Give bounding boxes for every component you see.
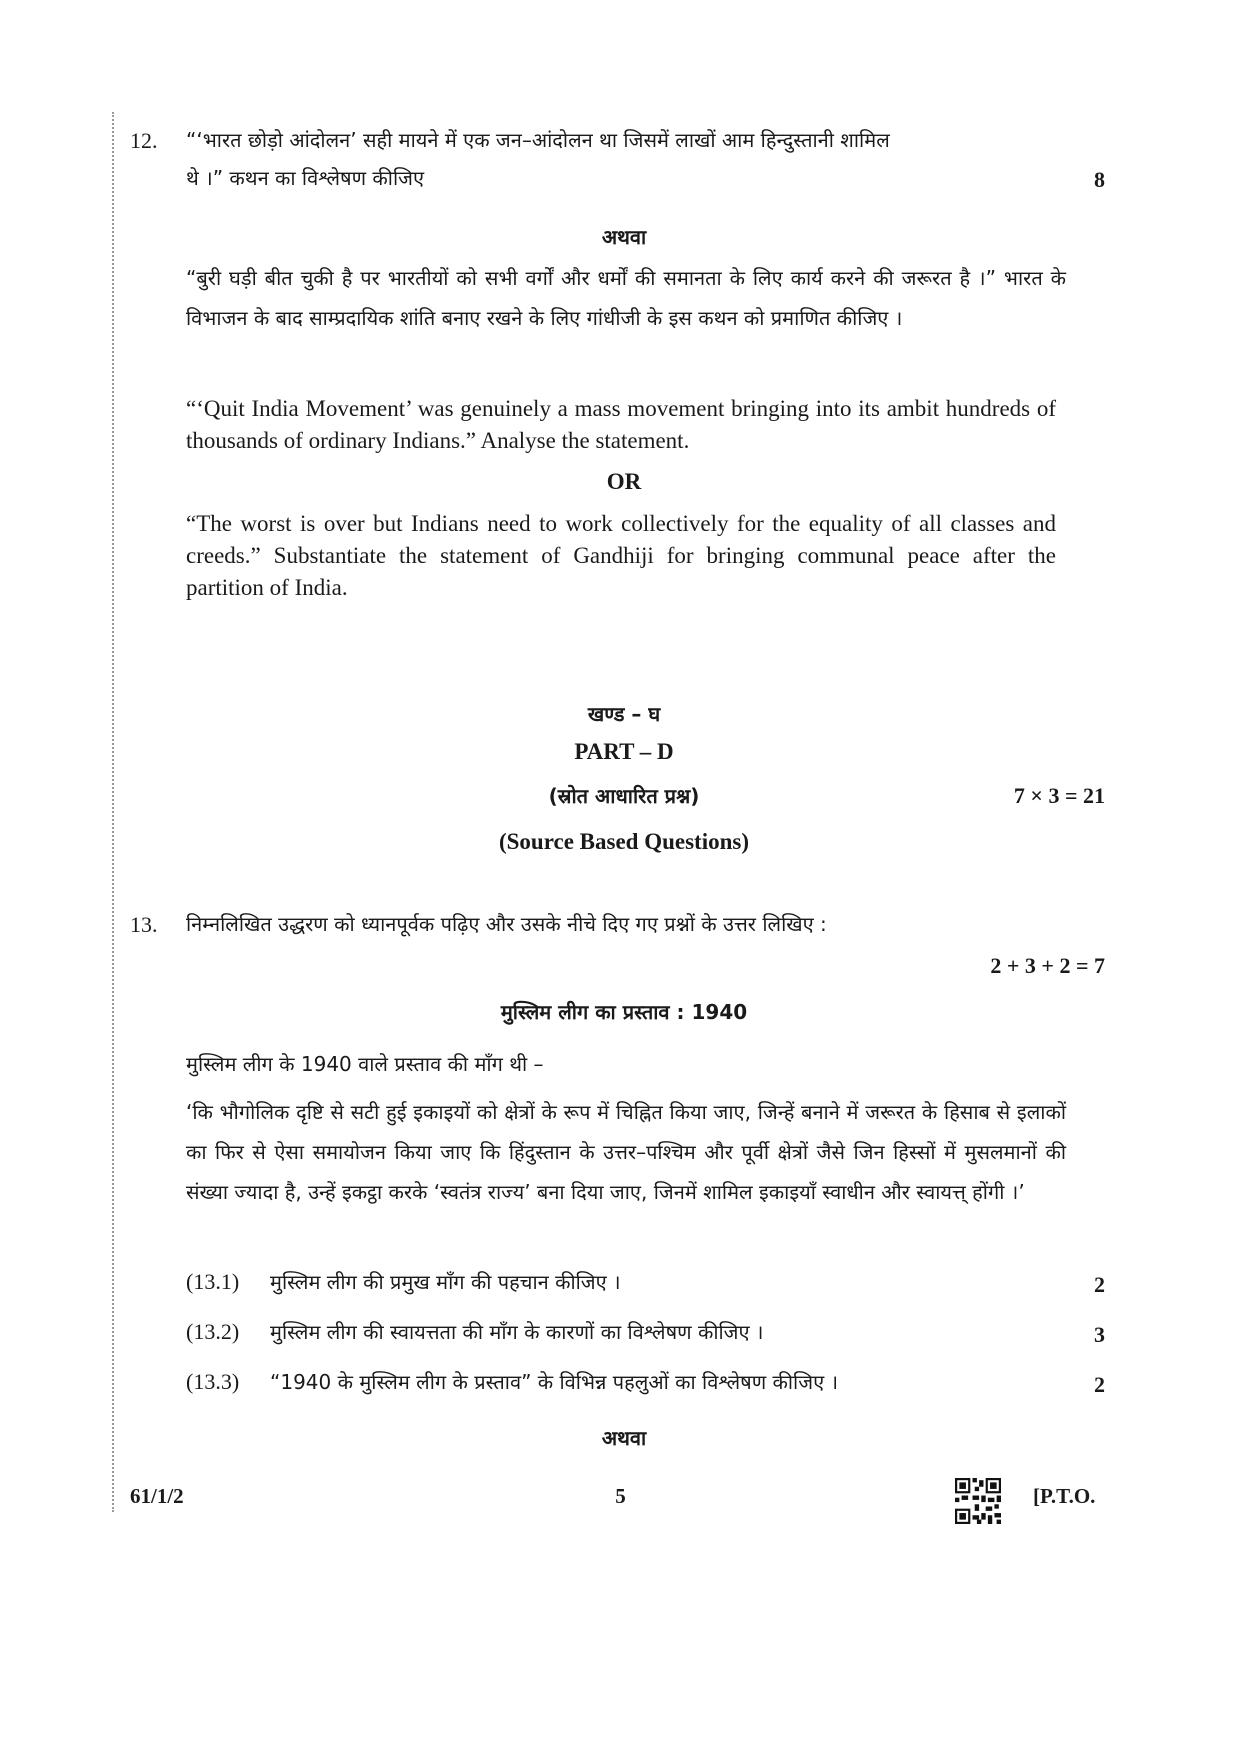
q13-sub-3 <box>186 1368 1106 1395</box>
q13-sub-2-number: (13.2) <box>186 1319 240 1344</box>
part-d-title: PART – D <box>574 739 674 764</box>
q12-or-hindi: अथवा <box>601 225 647 249</box>
q13-sub-3-marks: 2 <box>1094 1372 1105 1397</box>
qr-code-icon <box>955 1478 1001 1524</box>
q13-number: 13. <box>130 912 158 937</box>
q13-sub-2-text: मुस्लिम लीग की स्वायत्तता की माँग के कारणों का विश्लेषण कीजिए । <box>270 1320 764 1344</box>
q13-sub-1-marks: 2 <box>1094 1272 1105 1297</box>
q13-intro: मुस्लिम लीग के 1940 वाले प्रस्ताव की माँग थी – <box>186 1052 544 1076</box>
q12-alt-english: “The worst is over but Indians need to work collectively for the equality of all classes and creeds.” Substantiate the statement of Gandhiji for bringing communal peace after the partition of India. <box>186 511 1056 600</box>
part-d-hindi-title: खण्ड – घ <box>587 702 661 726</box>
q12-hindi-line1: “‘भारत छोड़ो आंदोलन’ सही मायने में एक जन–आंदोलन था जिसमें लाखों आम हिन्दुस्तानी शामिल <box>186 128 890 152</box>
part-d-marks: 7 × 3 = 21 <box>1013 783 1105 808</box>
footer-pto: [P.T.O. <box>1033 1484 1096 1508</box>
footer-page-number: 5 <box>615 1484 626 1508</box>
q13-or-hindi: अथवा <box>601 1426 647 1450</box>
q13-sub-3-number: (13.3) <box>186 1369 240 1394</box>
part-d-subtitle: (Source Based Questions) <box>498 829 750 854</box>
q13-passage: ‘कि भौगोलिक दृष्टि से सटी हुई इकाइयों को क्षेत्रों के रूप में चिह्नित किया जाए, जिन्हें बनाने में जरूरत के हिसाब से इलाकों का फिर से ऐसा समायोजन किया जाए कि हिंदुस्तान के उत्तर–पश्चिम और पूर्वी क्षेत्रों जैसे जिन हिस्सों में मुसलमानों की संख्या ज्यादा है, उन्हें इकट्ठा करके ‘स्वतंत्र राज्य’ बना दिया जाए, जिनमें शामिल इकाइयाँ स्वाधीन और स्वायत्त् होंगी ।’ <box>186 1100 1066 1204</box>
q12-hindi-line2: थे ।” कथन का विश्लेषण कीजिए <box>186 166 425 190</box>
q12-english: “‘Quit India Movement’ was genuinely a mass movement bringing into its ambit hundreds of thousands of ordinary Indians.” Analyse the statement. <box>186 396 1056 453</box>
q13-sub-1 <box>186 1268 1106 1295</box>
q12-number: 12. <box>130 128 158 153</box>
q12-marks: 8 <box>1094 167 1105 192</box>
q13-sub-1-text: मुस्लिम लीग की प्रमुख माँग की पहचान कीजिए । <box>270 1270 621 1294</box>
q13-sub-2-marks: 3 <box>1094 1322 1105 1347</box>
q13-instruction: निम्नलिखित उद्धरण को ध्यानपूर्वक पढ़िए और उसके नीचे दिए गए प्रश्नों के उत्तर लिखिए : <box>186 912 827 936</box>
q12-alt-hindi: “बुरी घड़ी बीत चुकी है पर भारतीयों को सभी वर्गों और धर्मों की समानता के लिए कार्य करने की जरूरत है ।” भारत के विभाजन के बाद साम्प्रदायिक शांति बनाए रखने के लिए गांधीजी के इस कथन को प्रमाणित कीजिए । <box>186 266 1066 330</box>
part-d-hindi-subtitle: (स्रोत आधारित प्रश्न) <box>548 784 700 808</box>
q12-or-english: OR <box>606 469 642 494</box>
q13-marks: 2 + 3 + 2 = 7 <box>990 953 1105 978</box>
margin-dotted-line <box>112 112 114 1512</box>
q13-sub-1-number: (13.1) <box>186 1269 240 1294</box>
q13-sub-2 <box>186 1318 1106 1345</box>
q13-sub-3-text: “1940 के मुस्लिम लीग के प्रस्ताव” के विभिन्न पहलुओं का विश्लेषण कीजिए । <box>270 1370 839 1394</box>
q13-source-title: मुस्लिम लीग का प्रस्ताव : 1940 <box>500 1000 748 1024</box>
footer-paper-code: 61/1/2 <box>130 1484 184 1508</box>
